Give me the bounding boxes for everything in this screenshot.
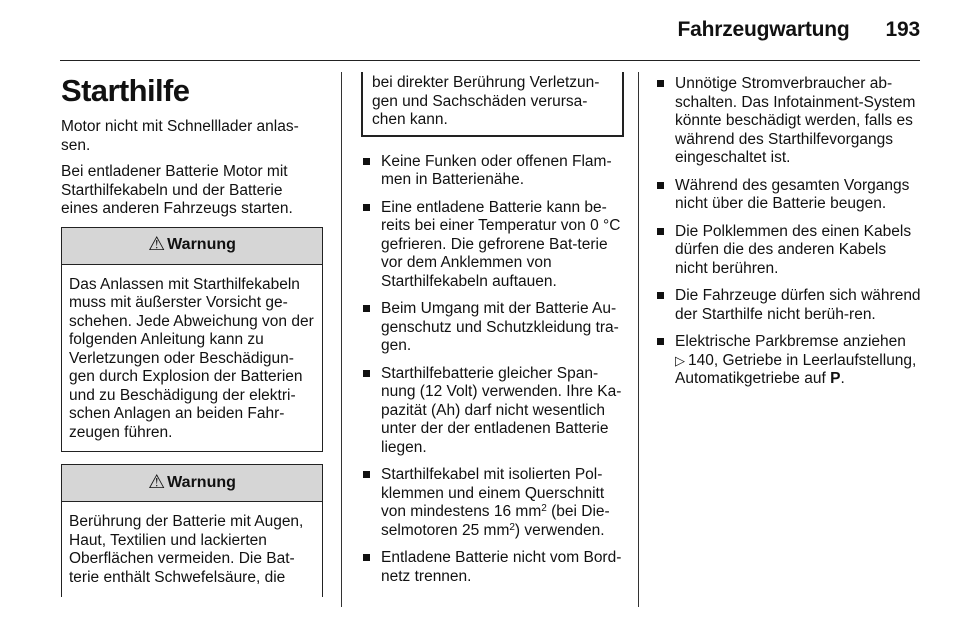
list-item-text: Starthilfekabel mit isolierten Pol-klemmen und einem Querschnitt von mindestens 16 $mm^2$ (bei Die-selmotoren 25 $mm^2$) verwenden. <box>381 466 610 539</box>
superscript: 2 <box>541 503 547 514</box>
list-item-text: Elektrische Parkbremse anziehen ▷ 140, Getriebe in Leerlaufstellung, Automatikgetriebe auf P. <box>675 333 917 387</box>
list-item <box>362 365 624 458</box>
section-title: Starthilfe <box>61 73 190 108</box>
column-divider-1 <box>341 72 342 607</box>
list-item-text: Die Polklemmen des einen Kabels dürfen die des anderen Kabels nicht berühren. <box>675 222 912 277</box>
list-item <box>362 153 624 190</box>
page-header <box>678 18 920 42</box>
precaution-list <box>362 153 624 587</box>
warning-triangle-icon: ⚠ <box>148 234 166 256</box>
square-bullet-icon <box>363 204 370 211</box>
gear-position: P <box>830 370 841 387</box>
square-bullet-icon <box>363 471 370 478</box>
page-reference[interactable]: 140 <box>688 351 714 369</box>
page-number: 193 <box>885 18 920 41</box>
list-item <box>362 300 624 356</box>
warning-header <box>62 228 322 265</box>
intro-paragraph: Bei entladener Batterie Motor mit Starthilfekabeln und der Batterie eines anderen Fahrzeugs starten. <box>61 163 293 217</box>
list-item-text: Während des gesamten Vorgangs nicht über die Batterie beugen. <box>675 176 910 212</box>
superscript: 2 <box>509 521 515 533</box>
list-item-text: Die Fahrzeuge dürfen sich während der Starthilfe nicht berüh-ren. <box>675 287 921 323</box>
intro-paragraph: Motor nicht mit Schnelllader anlas-sen. <box>61 118 299 154</box>
list-item <box>362 466 624 540</box>
square-bullet-icon <box>363 305 370 312</box>
list-item <box>656 177 922 214</box>
list-item-text: Eine entladene Batterie kann be-reits bei einer Temperatur von 0 °C gefrieren. Die gefrorene Bat-terie vor dem Anklemmen von Starthilfekabeln auftauen. <box>381 198 621 290</box>
square-bullet-icon <box>363 370 370 377</box>
list-item <box>656 75 922 168</box>
square-bullet-icon <box>657 80 664 87</box>
header-rule <box>60 60 920 61</box>
list-item <box>362 549 624 586</box>
warning-box <box>61 464 323 597</box>
warning-box <box>61 227 323 453</box>
page-reference-arrow-icon: ▷ <box>675 352 685 368</box>
list-item-text: Unnötige Stromverbraucher ab-schalten. Das Infotainment-System könnte beschädigt werden, falls es während des Starthilfevorgangs eingeschaltet ist. <box>675 75 916 166</box>
list-item-text: Starthilfebatterie gleicher Span-nung (12 Volt) verwenden. Ihre Ka-pazität (Ah) darf nicht wesentlich unter der der entladenen Batterie liegen. <box>381 364 622 456</box>
column-divider-2 <box>638 72 639 607</box>
list-item <box>362 199 624 292</box>
list-item-text: Keine Funken oder offenen Flam-men in Batterienähe. <box>381 152 612 188</box>
warning-triangle-icon: ⚠ <box>148 471 166 493</box>
precaution-list <box>656 75 922 389</box>
list-item-text: Entladene Batterie nicht vom Bord-netz trennen. <box>381 549 622 585</box>
list-item <box>656 333 922 389</box>
warning-text: Berührung der Batterie mit Augen, Haut, Textilien und lackierten Oberflächen vermeiden. Die Bat-terie enthält Schwefelsäure, die <box>69 513 304 586</box>
column-1 <box>61 72 323 597</box>
square-bullet-icon <box>657 228 664 235</box>
list-item <box>656 287 922 324</box>
warning-header <box>62 465 322 502</box>
warning-text: Das Anlassen mit Starthilfekabeln muss mit äußerster Vorsicht ge-schehen. Jede Abweichung von der folgenden Anleitung kann zu Verletzungen oder Beschädigun-gen durch Explosion der Batterien und zu Beschädigung der elektri-schen Anlagen an beiden Fahr-zeugen führen. <box>69 275 314 441</box>
chapter-title: Fahrzeugwartung <box>677 18 850 41</box>
list-item-text: Beim Umgang mit der Batterie Au-genschutz und Schutzkleidung tra-gen. <box>381 300 619 354</box>
list-item <box>656 223 922 279</box>
square-bullet-icon <box>363 158 370 165</box>
square-bullet-icon <box>657 338 664 345</box>
column-2 <box>362 72 624 595</box>
square-bullet-icon <box>363 554 370 561</box>
square-bullet-icon <box>657 292 664 299</box>
warning-label: Warnung <box>167 473 236 491</box>
square-bullet-icon <box>657 182 664 189</box>
warning-label: Warnung <box>167 236 236 254</box>
warning-continuation: bei direkter Berührung Verletzun-gen und Sachschäden verursa-chen kann. <box>361 72 624 137</box>
column-3 <box>656 72 922 398</box>
